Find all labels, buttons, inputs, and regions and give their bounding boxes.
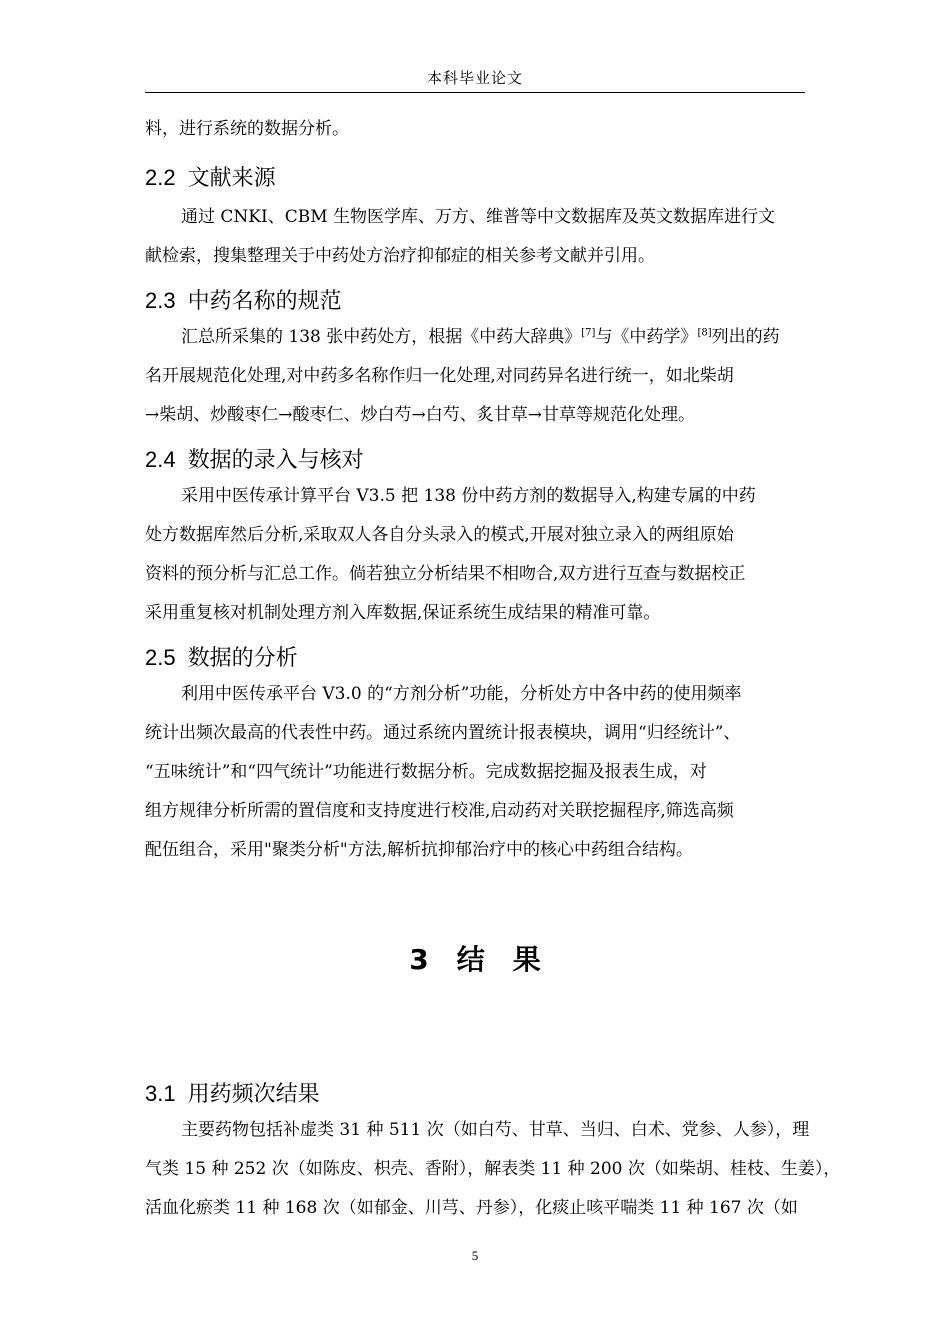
paragraph-line: →柴胡、炒酸枣仁→酸枣仁、炒白芍→白芍、炙甘草→甘草等规范化处理。 xyxy=(145,405,695,425)
citation-7: [7] xyxy=(581,327,596,339)
text-run: 与《中药学》 xyxy=(595,327,698,347)
paragraph-line: 配伍组合，采用"聚类分析"方法,解析抗抑郁治疗中的核心中药组合结构。 xyxy=(145,840,694,860)
section-title: 数据的分析 xyxy=(187,646,298,671)
paragraph-line: 气类 15 种 252 次（如陈皮、枳壳、香附），解表类 11 种 200 次（如柴胡、桂枝、生姜）， xyxy=(145,1159,841,1179)
section-heading-2-2 xyxy=(145,163,276,194)
section-number: 3.1 xyxy=(145,1081,176,1106)
section-number: 2.3 xyxy=(145,288,176,313)
paragraph-line: 活血化瘀类 11 种 168 次（如郁金、川芎、丹参），化痰止咳平喘类 11 种 167 次（如 xyxy=(145,1198,798,1218)
section-2-3-paragraph xyxy=(145,318,805,435)
paragraph-line: 资料的预分析与汇总工作。倘若独立分析结果不相吻合,双方进行互查与数据校正 xyxy=(145,564,746,584)
paragraph-line: 采用中医传承计算平台 V3.5 把 138 份中药方剂的数据导入,构建专属的中药 xyxy=(181,486,756,506)
running-header: 本科毕业论文 xyxy=(426,69,523,87)
paragraph-line: 组方规律分析所需的置信度和支持度进行校准,启动药对关联挖掘程序,筛选高频 xyxy=(145,801,734,821)
chapter-title-char: 结 xyxy=(456,943,485,976)
paragraph-line: 献检索，搜集整理关于中药处方治疗抑郁症的相关参考文献并引用。 xyxy=(145,246,655,266)
paragraph-line: 统计出频次最高的代表性中药。通过系统内置统计报表模块，调用“归经统计”、 xyxy=(145,723,741,743)
section-3-1-paragraph xyxy=(145,1111,841,1228)
section-number: 2.5 xyxy=(145,645,176,670)
section-title: 中药名称的规范 xyxy=(187,289,342,314)
intro-paragraph xyxy=(145,110,805,149)
paragraph-line: 通过 CNKI、CBM 生物医学库、万方、维普等中文数据库及英文数据库进行文 xyxy=(181,207,776,227)
section-heading-2-3 xyxy=(145,286,342,317)
section-title: 数据的录入与核对 xyxy=(187,448,364,473)
chapter-title-char: 果 xyxy=(512,943,541,976)
section-number: 2.4 xyxy=(145,447,176,472)
page-number: 5 xyxy=(471,1248,479,1263)
section-2-2-paragraph xyxy=(145,198,805,276)
section-title: 文献来源 xyxy=(187,166,276,191)
paragraph-line: 处方数据库然后分析,采取双人各自分头录入的模式,开展对独立录入的两组原始 xyxy=(145,525,734,545)
section-number: 2.2 xyxy=(145,165,176,190)
section-2-4-paragraph xyxy=(145,477,805,633)
chapter-heading xyxy=(145,942,805,978)
section-2-5-paragraph xyxy=(145,675,805,870)
chapter-number: 3 xyxy=(409,943,429,976)
text-run: 列出的药 xyxy=(711,327,780,347)
section-title: 用药频次结果 xyxy=(187,1082,320,1107)
text-run: 汇总所采集的 138 张中药处方，根据《中药大辞典》 xyxy=(181,327,582,347)
section-heading-2-5 xyxy=(145,643,298,674)
paragraph-line: 名开展规范化处理,对中药多名称作归一化处理,对同药异名进行统一，如北柴胡 xyxy=(145,366,734,386)
paragraph-line: 采用重复核对机制处理方剂入库数据,保证系统生成结果的精准可靠。 xyxy=(145,603,661,623)
paragraph-line: “五味统计”和“四气统计”功能进行数据分析。完成数据挖掘及报表生成，对 xyxy=(145,762,707,782)
section-heading-2-4 xyxy=(145,445,364,476)
paragraph-line: 利用中医传承平台 V3.0 的“方剂分析”功能，分析处方中各中药的使用频率 xyxy=(181,684,742,704)
citation-8: [8] xyxy=(697,327,712,339)
header-divider xyxy=(145,92,805,93)
paragraph-line: 料，进行系统的数据分析。 xyxy=(145,119,349,139)
paragraph-line-with-citations xyxy=(145,318,805,357)
paragraph-line: 主要药物包括补虚类 31 种 511 次（如白芍、甘草、当归、白术、党参、人参），理 xyxy=(181,1120,810,1140)
section-heading-3-1 xyxy=(145,1079,320,1110)
